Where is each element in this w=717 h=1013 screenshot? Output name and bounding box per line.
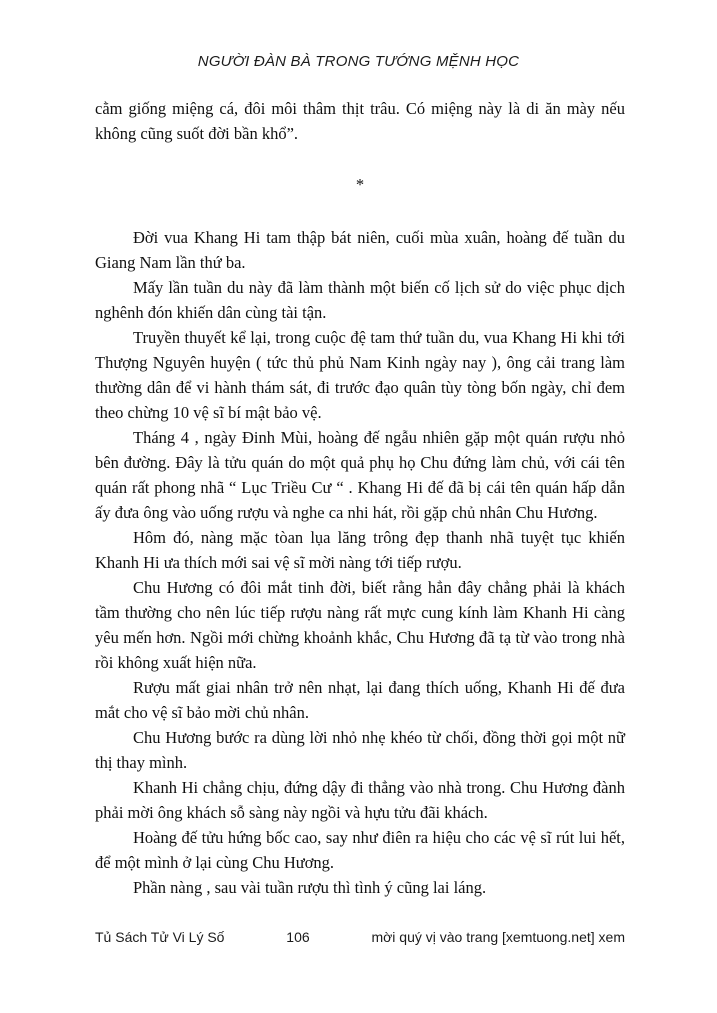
paragraph: Hoàng đế tửu hứng bốc cao, say như điên ra hiệu cho các vệ sĩ rút lui hết, để một mình ở lại cùng Chu Hương. [95, 828, 625, 872]
paragraph: Đời vua Khang Hi tam thập bát niên, cuối mùa xuân, hoàng đế tuần du Giang Nam lần thứ ba. [95, 228, 625, 272]
running-title: NGƯỜI ĐÀN BÀ TRONG TƯỚNG MỆNH HỌC [197, 53, 520, 70]
page-body [95, 96, 625, 900]
page-number: 106 [286, 929, 310, 945]
paragraph: Chu Hương có đôi mắt tinh đời, biết rằng hẳn đây chẳng phải là khách tầm thường cho nên lúc tiếp rượu nàng rất mực cung kính làm Khanh Hi càng yêu mến hơn. Ngồi mới chừng khoảnh khắc, Chu Hương đã tạ từ vào trong nhà rồi không xuất hiện nữa. [95, 578, 625, 672]
paragraph: Chu Hương bước ra dùng lời nhỏ nhẹ khéo từ chối, đồng thời gọi một nữ thị thay mình. [95, 728, 625, 772]
paragraph: Mấy lần tuần du này đã làm thành một biến cố lịch sử do việc phục dịch nghênh đón khiến dân cùng tài tận. [95, 278, 625, 322]
section-separator: * [355, 175, 365, 194]
page-header [0, 53, 717, 71]
paragraph: Rượu mất giai nhân trở nên nhạt, lại đang thích uống, Khanh Hi đế đưa mắt cho vệ sĩ bảo mời chủ nhân. [95, 678, 625, 722]
paragraph: Tháng 4 , ngày Đinh Mùi, hoàng đế ngẫu nhiên gặp một quán rượu nhỏ bên đường. Đây là tửu quán do một quả phụ họ Chu đứng làm chủ, với cái tên quán rất phong nhã “ Lục Triều Cư “ . Khang Hi đế đã bị cái tên quán hấp dẫn ấy đưa ông vào uống rượu và nghe ca nhi hát, rồi gặp chủ nhân Chu Hương. [95, 428, 625, 522]
intro-paragraph: cằm giống miệng cá, đôi môi thâm thịt trâu. Có miệng này là di ăn mày nếu không cũng suốt đời bần khổ”. [95, 99, 625, 143]
footer-site-note: mời quý vị vào trang [xemtuong.net] xem [371, 929, 625, 945]
footer-series-title: Tủ Sách Tử Vi Lý Số [95, 929, 225, 945]
paragraph: Truyền thuyết kể lại, trong cuộc đệ tam thứ tuần du, vua Khang Hi khi tới Thượng Nguyên huyện ( tức thủ phủ Nam Kinh ngày nay ), ông cải trang làm thường dân để vi hành thám sát, đi trước đạo quân tùy tòng bốn ngày, chỉ đem theo chừng 10 vệ sĩ bí mật bảo vệ. [95, 328, 625, 422]
paragraph: Phần nàng , sau vài tuần rượu thì tình ý cũng lai láng. [133, 878, 487, 897]
page-footer [95, 929, 625, 945]
paragraph: Hôm đó, nàng mặc tòan lụa lăng trông đẹp thanh nhã tuyệt tục khiến Khanh Hi ưa thích mới sai vệ sĩ mời nàng tới tiếp rượu. [95, 528, 625, 572]
paragraph: Khanh Hi chẳng chịu, đứng dậy đi thẳng vào nhà trong. Chu Hương đành phải mời ông khách sỗ sàng này ngồi và hựu tửu đãi khách. [95, 778, 625, 822]
